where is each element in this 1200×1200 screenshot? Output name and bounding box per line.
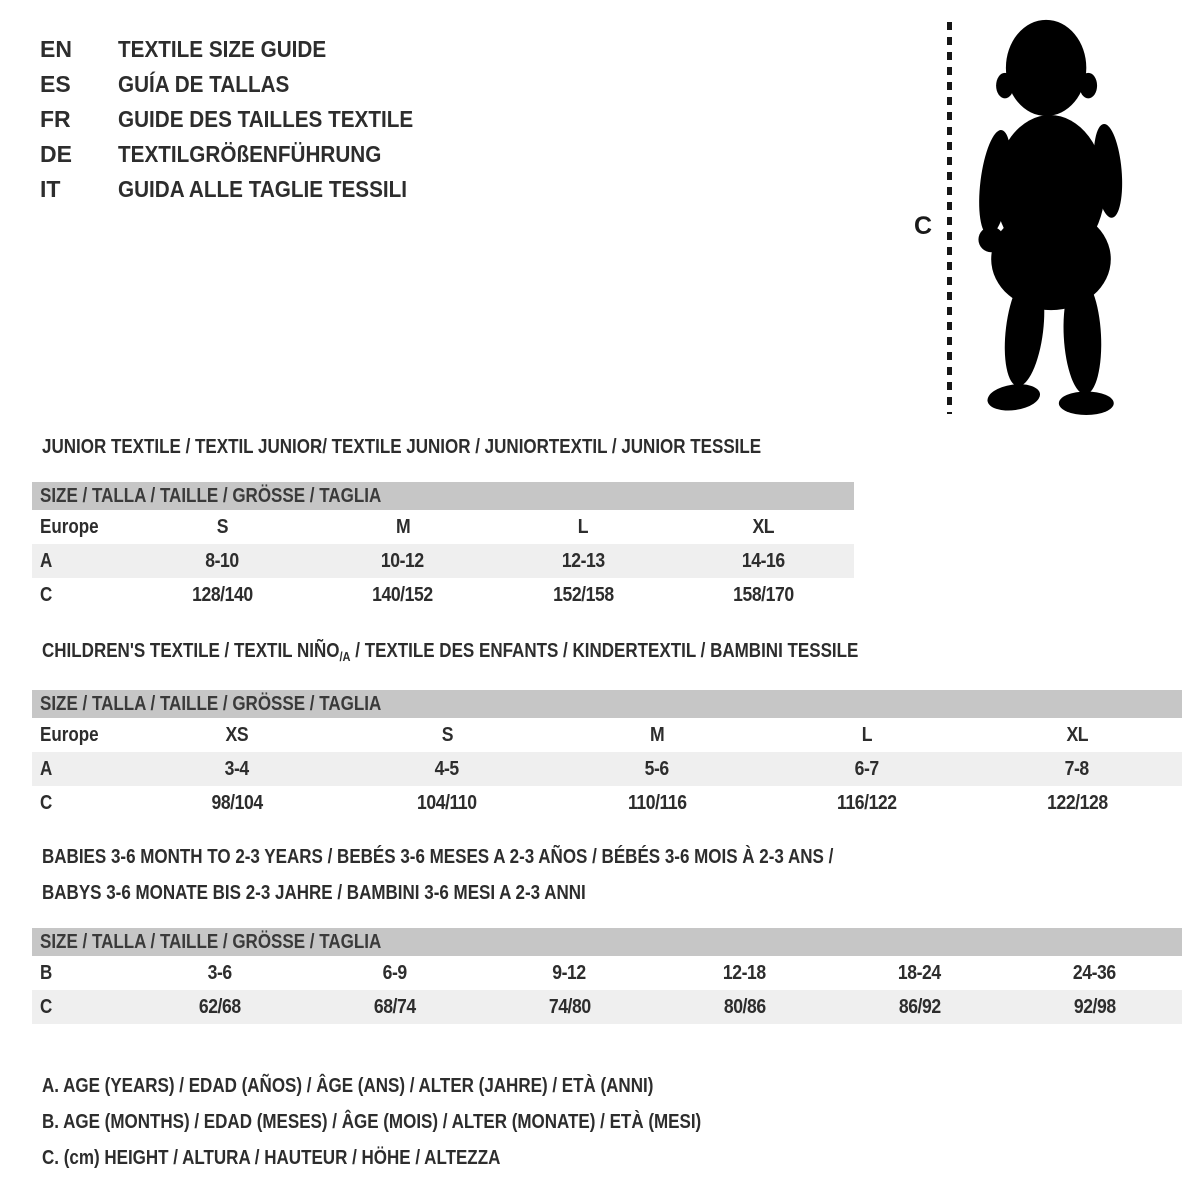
size-cell: 14-16 [742,549,786,572]
lang-row-en [40,32,446,67]
row-label: C [40,791,53,814]
table-row [32,752,1182,786]
size-header-bar: SIZE / TALLA / TAILLE / GRÖSSE / TAGLIA [32,690,1182,718]
row-label: Europe [40,723,99,746]
size-cell: S [216,515,228,538]
size-cell: 92/98 [1073,995,1116,1018]
size-cell: 7-8 [1064,757,1090,780]
size-cell: 98/104 [211,791,263,814]
junior-size-table [32,482,854,612]
junior-section-title: JUNIOR TEXTILE / TEXTIL JUNIOR/ TEXTILE JUNIOR / JUNIORTEXTIL / JUNIOR TESSILE [42,436,762,458]
size-cell: 12-18 [723,961,766,984]
size-cell: 6-7 [854,757,880,780]
row-label: B [40,961,53,984]
size-cell: 3-4 [224,757,250,780]
size-cell: 74/80 [548,995,591,1018]
children-section-title: CHILDREN'S TEXTILE / TEXTIL $NIÑO_{/A}$ / TEXTILE DES ENFANTS / KINDERTEXTIL / BAMBINI TESSILE [42,640,859,664]
guide-title: GUIDE DES TAILLES TEXTILE [118,106,414,132]
size-cell: 8-10 [205,549,239,572]
size-header-bar: SIZE / TALLA / TAILLE / GRÖSSE / TAGLIA [32,482,854,510]
table-row [32,544,854,578]
size-cell: 128/140 [191,583,253,606]
size-cell: 116/122 [837,791,897,814]
size-cell: 158/170 [733,583,795,606]
size-cell: 10-12 [381,549,425,572]
lang-code: FR [40,106,71,132]
size-cell: 80/86 [723,995,766,1018]
size-cell: 152/158 [552,583,614,606]
lang-code: IT [40,176,61,202]
table-row [32,956,1182,990]
children-size-table [32,690,1182,820]
footnote-c: C. (cm) HEIGHT / ALTURA / HAUTEUR / HÖHE / ALTEZZA [42,1146,501,1169]
size-cell: 24-36 [1073,961,1116,984]
lang-row-de [40,137,446,172]
size-cell: 140/152 [372,583,434,606]
size-cell: 62/68 [198,995,241,1018]
size-cell: L [861,723,873,746]
size-cell: XL [1066,723,1088,746]
guide-title: GUIDA ALLE TAGLIE TESSILI [118,176,408,202]
babies-section-title-line1: BABIES 3-6 MONTH TO 2-3 YEARS / BEBÉS 3-6 MESES A 2-3 AÑOS / BÉBÉS 3-6 MOIS À 2-3 ANS / [42,846,834,868]
size-cell: 4-5 [434,757,460,780]
size-cell: 122/128 [1046,791,1108,814]
row-label: A [40,757,53,780]
language-header [40,32,446,207]
row-label: C [40,583,53,606]
size-cell: 9-12 [552,961,587,984]
row-label: Europe [40,515,99,538]
size-cell: 5-6 [644,757,670,780]
lang-code: ES [40,71,71,97]
size-cell: L [578,515,589,538]
guide-title: TEXTILE SIZE GUIDE [118,36,327,62]
lang-row-it [40,172,446,207]
size-cell: 12-13 [561,549,605,572]
height-measure-label: C [913,212,933,240]
lang-code: DE [40,141,72,167]
size-cell: 18-24 [898,961,941,984]
size-cell: 6-9 [382,961,407,984]
row-label: A [40,549,53,572]
size-cell: M [649,723,665,746]
lang-row-es [40,67,446,102]
size-header-bar: SIZE / TALLA / TAILLE / GRÖSSE / TAGLIA [32,928,1182,956]
guide-title: GUÍA DE TALLAS [118,71,290,97]
babies-size-table [32,928,1182,1024]
size-cell: 110/116 [627,791,687,814]
footnote-a: A. AGE (YEARS) / EDAD (AÑOS) / ÂGE (ANS) / ALTER (JAHRE) / ETÀ (ANNI) [42,1074,654,1097]
size-cell: M [395,515,410,538]
table-row [32,718,1182,752]
lang-code: EN [40,36,72,62]
table-row [32,990,1182,1024]
size-cell: XS [225,723,249,746]
size-cell: 3-6 [207,961,232,984]
size-cell: 68/74 [373,995,416,1018]
size-cell: XL [752,515,775,538]
guide-title: TEXTILGRÖßENFÜHRUNG [118,141,382,167]
table-row [32,578,854,612]
row-label: C [40,995,53,1018]
footnotes [42,1068,818,1176]
lang-row-fr [40,102,446,137]
babies-section-title-line2: BABYS 3-6 MONATE BIS 2-3 JAHRE / BAMBINI 3-6 MESI A 2-3 ANNI [42,882,586,904]
toddler-silhouette-icon [962,14,1140,416]
size-cell: S [441,723,453,746]
height-dashed-line-icon [947,22,952,414]
size-cell: 86/92 [898,995,941,1018]
nino-a-subscript: /A [339,649,351,664]
footnote-b: B. AGE (MONTHS) / EDAD (MESES) / ÂGE (MOIS) / ALTER (MONATE) / ETÀ (MESI) [42,1110,702,1133]
size-cell: 104/110 [417,791,477,814]
table-row [32,786,1182,820]
table-row [32,510,854,544]
